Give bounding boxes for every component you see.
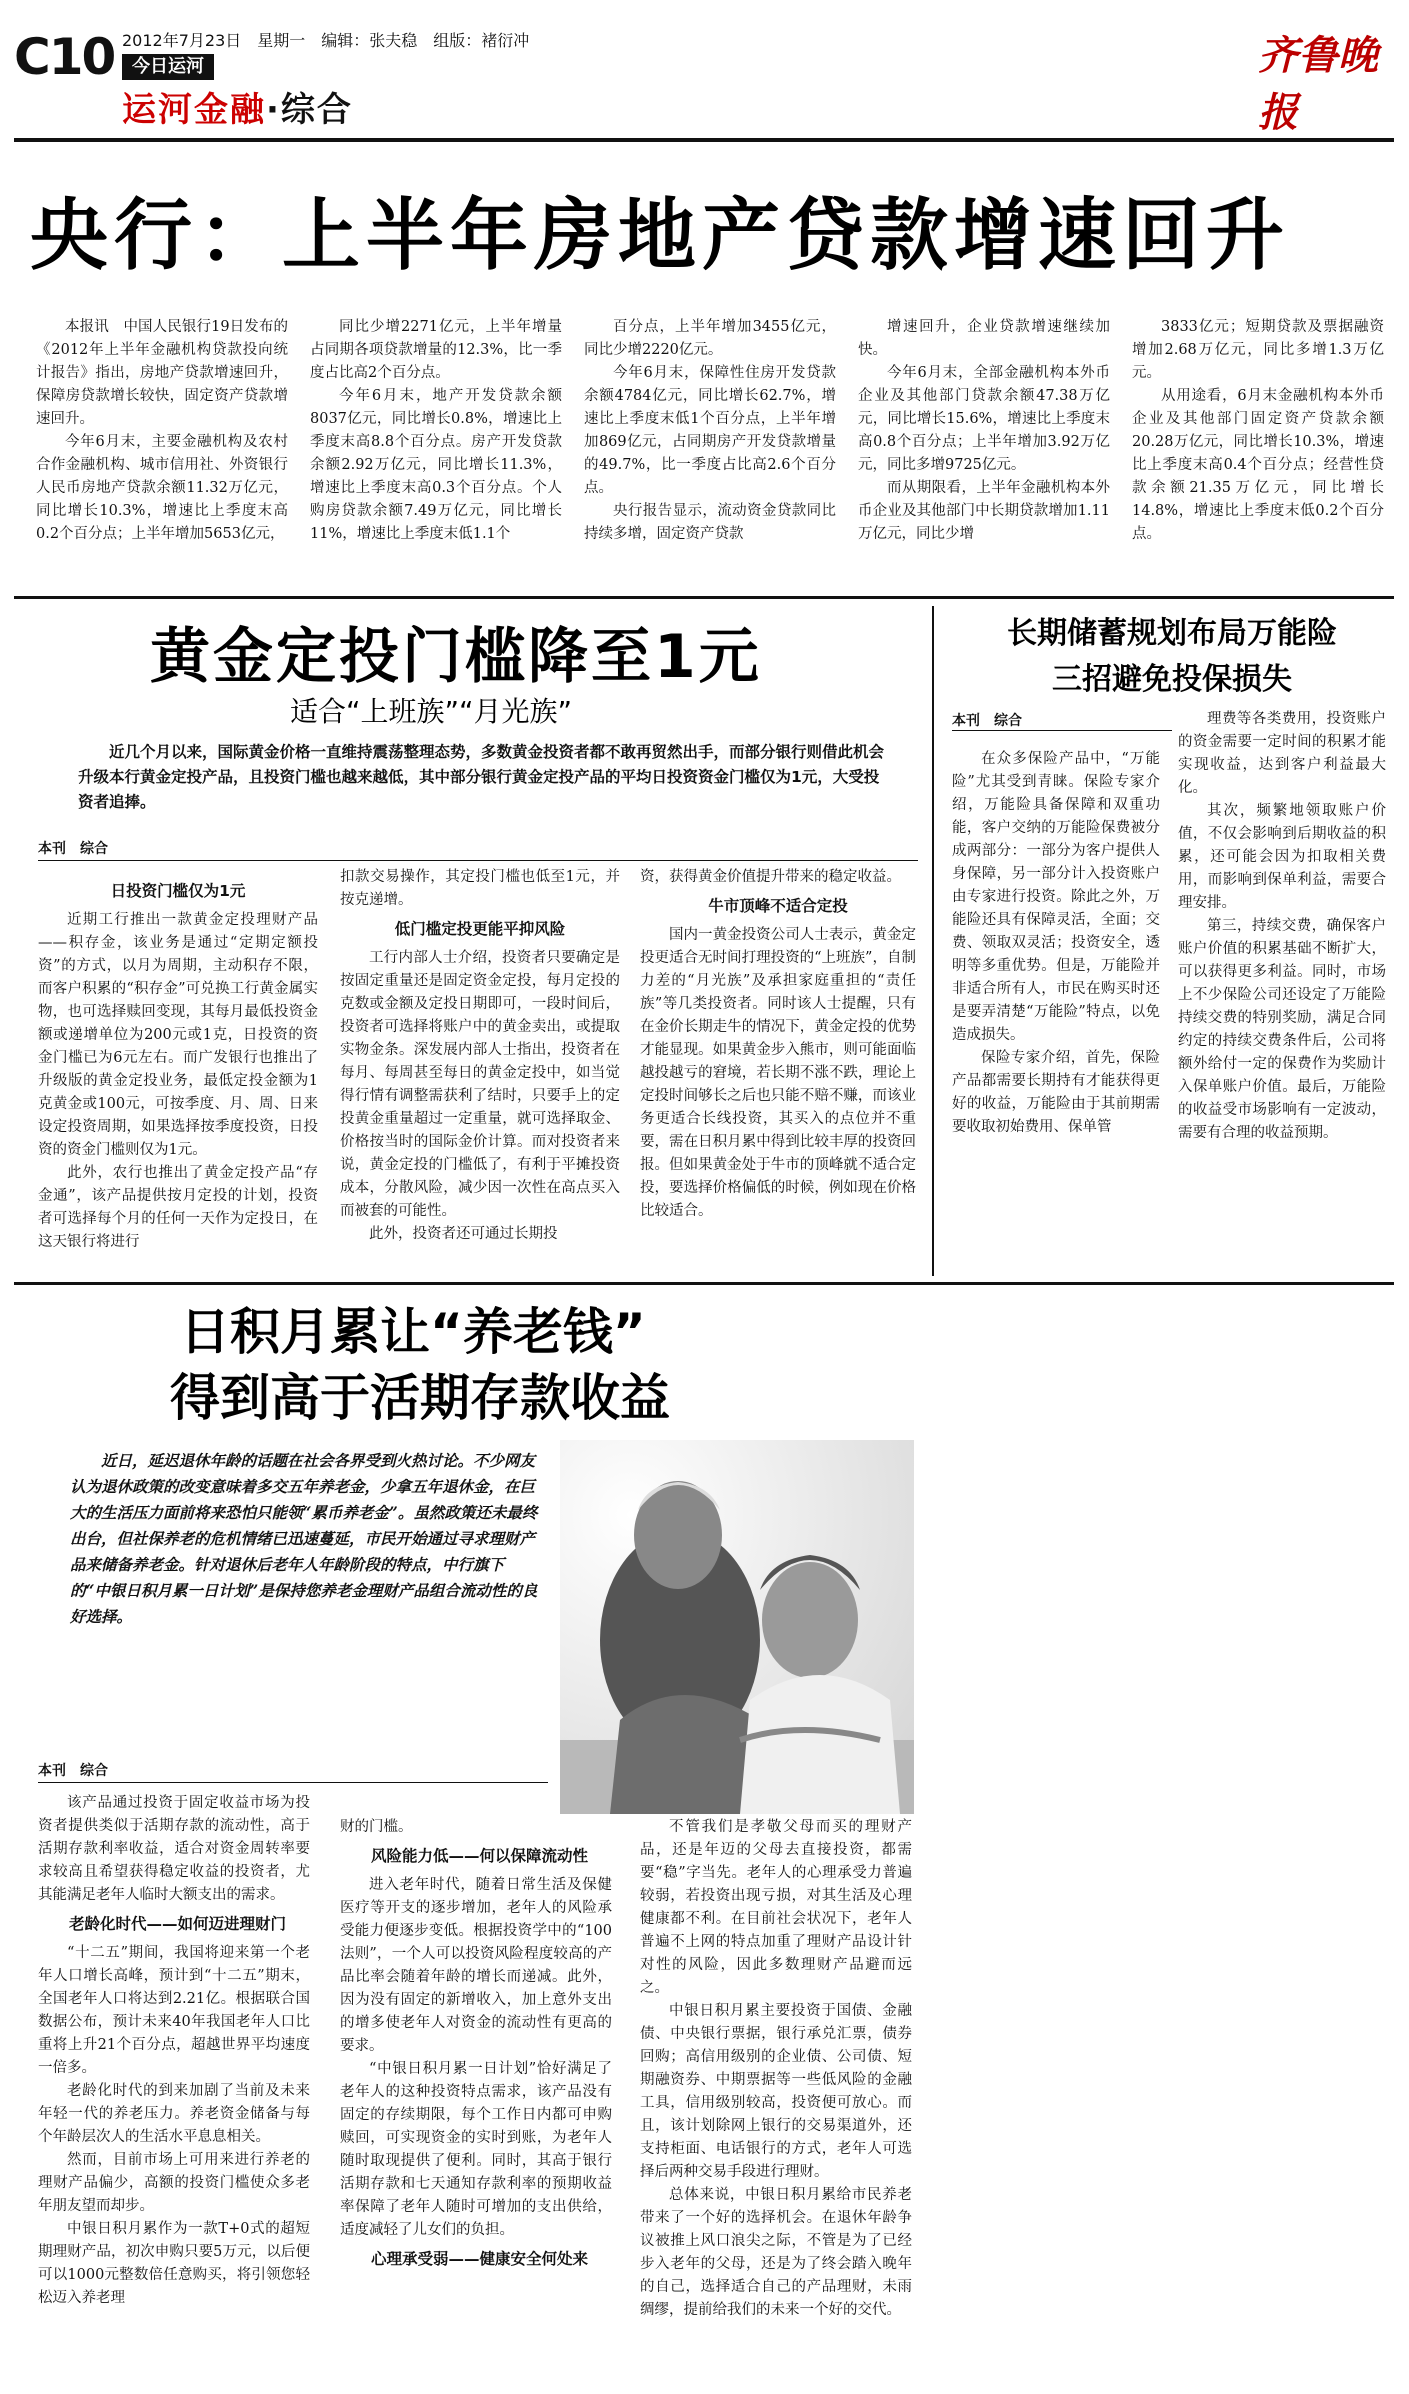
byline-rule <box>38 860 918 861</box>
headline-pension-line1: 日积月累让“养老钱” <box>180 1303 646 1361</box>
subheading: 老龄化时代——如何迈进理财门 <box>69 1915 287 1933</box>
paragraph: 财的门槛。 <box>340 1819 413 1835</box>
rubric-badge: 今日运河 <box>122 54 214 80</box>
paragraph: 今年6月末，地产开发贷款余额8037亿元，同比增长0.8%，增速比上季度末高8.8个百分点。房产开发贷款余额2.92万亿元，同比增长11.3%，增速比上季度末高0.3个百分点。个人购房贷款余额7.49万亿元，同比增长11%，增速比上季度末低1.1个 <box>310 388 562 542</box>
section-title-dot: · <box>266 90 281 130</box>
subheading: 牛市顶峰不适合定投 <box>708 897 848 915</box>
paragraph: 百分点，上半年增加3455亿元，同比少增2220亿元。 <box>584 319 836 358</box>
headline-pension-line2: 得到高于活期存款收益 <box>170 1369 670 1427</box>
article1-col-2 <box>310 316 562 546</box>
pension-col-3 <box>640 1816 912 2322</box>
subheading: 心理承受弱——健康安全何处来 <box>371 2250 589 2268</box>
section-divider <box>14 1282 1394 1285</box>
paragraph: 同比少增2271亿元，上半年增量占同期各项贷款增量的12.3%，比一季度占比高2个百分点。 <box>310 319 562 381</box>
newspaper-logo: 齐鲁晚报 <box>1258 32 1378 136</box>
elderly-couple-illustration <box>560 1440 914 1814</box>
gold-col-1 <box>38 874 318 1254</box>
article1-col-3 <box>584 316 836 546</box>
paragraph: 央行报告显示，流动资金贷款同比持续多增，固定资产贷款 <box>584 503 836 542</box>
paragraph: 总体来说，中银日积月累给市民养老带来了一个好的选择机会。在退休年龄争议被推上风口浪尖之际，不管是为了已经步入老年的父母，还是为了终会踏入晚年的自己，选择适合自己的产品理财，未雨绸缪，提前给我们的未来一个好的交代。 <box>640 2187 912 2318</box>
masthead-rule <box>14 138 1394 142</box>
paragraph: 今年6月末，主要金融机构及农村合作金融机构、城市信用社、外资银行人民币房地产贷款余额11.32万亿元，同比增长10.3%，增速比上季度末高0.2个百分点；上半年增加5653亿元， <box>36 434 288 542</box>
insurance-col-1 <box>952 748 1160 1139</box>
column-divider <box>932 606 934 1276</box>
section-title <box>122 82 353 131</box>
article1-col-4 <box>858 316 1110 546</box>
paragraph: 理费等各类费用，投资账户的资金需要一定时间的积累才能实现收益，达到客户利益最大化。 <box>1178 711 1386 796</box>
byline-rule <box>38 1782 548 1783</box>
paragraph: 扣款交易操作，其定投门槛也低至1元，并按克递增。 <box>340 869 620 908</box>
pension-byline: 本刊 综合 <box>38 1763 108 1779</box>
page-number: C10 <box>14 28 115 86</box>
subheading: 日投资门槛仅为1元 <box>110 882 246 900</box>
paragraph: 国内一黄金投资公司人士表示，黄金定投更适合无时间打理投资的“上班族”，自制力差的“月光族”及承担家庭重担的“责任族”等几类投资者。同时该人士提醒，只有在金价长期走牛的情况下，黄金定投的优势才能显现。如果黄金步入熊市，则可能面临越投越亏的窘境，若长期不涨不跌，理论上定投时间够长之后也只能不赔不赚，而该业务更适合长线投资，其买入的点位并不重要，需在日积月累中得到比较丰厚的投资回报。但如果黄金处于牛市的顶峰就不适合定投，要选择价格偏低的时候，例如现在价格比较适合。 <box>640 927 916 1219</box>
intro-text: 近日，延迟退休年龄的话题在社会各界受到火热讨论。不少网友认为退休政策的改变意味着多交五年养老金，少拿五年退休金，在巨大的生活压力面前将来恐怕只能领“累币养老金”。虽然政策还未最终出台，但社保养老的危机情绪已迅速蔓延，市民开始通过寻求理财产品来储备养老金。针对退休后老年人年龄阶段的特点，中行旗下的“中银日积月累一日计划”是保持您养老金理财产品组合流动性的良好选择。 <box>70 1451 538 1626</box>
paragraph: 工行内部人士介绍，投资者只要确定是按固定重量还是固定资金定投，每月定投的克数或金额及定投日期即可，一段时间后，投资者可选择将账户中的黄金卖出，或提取实物金条。深发展内部人士指出，投资者在每月、每周甚至每日的黄金定投中，如当觉得行情有调整需获利了结时，只要手上的定投黄金重量超过一定重量，就可选择取金、价格按当时的国际金价计算。而对投资者来说，黄金定投的门槛低了，有利于平摊投资成本，分散风险，减少因一次性在高点买入而被套的可能性。 <box>340 950 620 1219</box>
article1-col-5 <box>1132 316 1384 546</box>
paragraph: 本报讯 中国人民银行19日发布的《2012年上半年金融机构贷款投向统计报告》指出，房地产贷款增速回升，保障房贷款增长较快，固定资产贷款增速回升。 <box>36 319 288 427</box>
headline-insurance-line1: 长期储蓄规划布局万能险 <box>1007 616 1337 651</box>
subheading: 低门槛定投更能平抑风险 <box>394 920 566 938</box>
paragraph: 此外，投资者还可通过长期投 <box>369 1226 558 1242</box>
paragraph: 3833亿元；短期贷款及票据融资增加2.68万亿元，同比多增1.3万亿元。 <box>1132 319 1384 381</box>
issue-meta: 2012年7月23日 星期一 编辑：张夫稳 组版：褚衍冲 <box>122 31 530 50</box>
paragraph: 中银日积月累作为一款T+0式的超短期理财产品，初次申购只要5万元，以后便可以1000元整数倍任意购买，将引领您轻松迈入养老理 <box>38 2221 310 2306</box>
paragraph: 第三，持续交费，确保客户账户价值的积累基础不断扩大，可以获得更多利益。同时，市场上不少保险公司还设定了万能险持续交费的特别奖励，满足合同约定的持续交费条件后，公司将额外给付一定的保费作为奖励计入保单账户价值。最后，万能险的收益受市场影响有一定波动，需要有合理的收益预期。 <box>1178 918 1386 1141</box>
subhead-gold: 适合“上班族”“月光族” <box>290 695 573 728</box>
article1-col-1 <box>36 316 288 546</box>
section-title-b: 综合 <box>280 90 353 130</box>
insurance-byline: 本刊 综合 <box>952 713 1022 729</box>
gold-lede <box>78 740 890 815</box>
paragraph: 资，获得黄金价值提升带来的稳定收益。 <box>640 869 901 885</box>
section-divider <box>14 596 1394 599</box>
paragraph: 此外，农行也推出了黄金定投产品“存金通”，该产品提供按月定投的计划，投资者可选择每个月的任何一天作为定投日，在这天银行将进行 <box>38 1165 318 1250</box>
paragraph: 进入老年时代，随着日常生活及保健医疗等开支的逐步增加，老年人的风险承受能力便逐步变低。根据投资学中的“100法则”，一个人可以投资风险程度较高的产品比率会随着年龄的增长而递减。此外，因为没有固定的新增收入，加上意外支出的增多使老年人对资金的流动性有更高的要求。 <box>340 1877 612 2054</box>
byline-rule <box>952 730 1172 731</box>
paragraph: 而从期限看，上半年金融机构本外币企业及其他部门中长期贷款增加1.11万亿元，同比少增 <box>858 480 1110 542</box>
pension-intro <box>70 1448 540 1630</box>
paragraph: 不管我们是孝敬父母而买的理财产品，还是年迈的父母去直接投资，都需要“稳”字当先。老年人的心理承受力普遍较弱，若投资出现亏损，对其生活及心理健康都不利。在目前社会状况下，老年人普遍不上网的特点加重了理财产品设计针对性的风险，因此多数理财产品避而远之。 <box>640 1819 912 1996</box>
section-title-a: 运河金融 <box>122 90 266 130</box>
subheading: 风险能力低——何以保障流动性 <box>371 1847 589 1865</box>
paragraph: 从用途看，6月末金融机构本外币企业及其他部门固定资产贷款余额20.28万亿元，同比增长10.3%，增速比上季度末高0.4个百分点；经营性贷款余额21.35万亿元，同比增长14.8%，增速比上季度末低0.2个百分点。 <box>1132 388 1384 542</box>
paragraph: 老龄化时代的到来加剧了当前及未来年轻一代的养老压力。养老资金储备与每个年龄层次人的生活水平息息相关。 <box>38 2083 310 2145</box>
headline-pboc: 央行：上半年房地产贷款增速回升 <box>30 191 1291 281</box>
paragraph: 今年6月末，全部金融机构本外币企业及其他部门贷款余额47.38万亿元，同比增长15.6%，增速比上季度末高0.8个百分点；上半年增加3.92万亿元，同比多增9725亿元。 <box>858 365 1110 473</box>
pension-col-2 <box>340 1816 612 2277</box>
headline-gold: 黄金定投门槛降至1元 <box>150 622 762 692</box>
paragraph: 今年6月末，保障性住房开发贷款余额4784亿元，同比增长62.7%，增速比上季度末低1个百分点，上半年增加869亿元，占同期房产开发贷款增量的49.7%，比一季度占比高2.6个百分点。 <box>584 365 836 496</box>
paragraph: 近期工行推出一款黄金定投理财产品——积存金，该业务是通过“定期定额投资”的方式，以月为周期，主动积存不限，而客户积累的“积存金”可兑换工行黄金属实物，也可选择赎回变现，其每月最低投资金额或递增单位为200元或1克，日投资的资金门槛已为6元左右。而广发银行也推出了升级版的黄金定投业务，最低定投金额为1克黄金或100元，可按季度、月、周、日来设定投资周期，如果选择按季度投资，日投资的资金门槛则仅为1元。 <box>38 912 318 1158</box>
pension-col-1 <box>38 1792 310 2310</box>
gold-col-3 <box>640 866 916 1223</box>
lede-text: 近几个月以来，国际黄金价格一直维持震荡整理态势，多数黄金投资者都不敢再贸然出手，而部分银行则借此机会升级本行黄金定投产品，且投资门槛也越来越低，其中部分银行黄金定投产品的平均日投资资金门槛仅为1元，大受投资者追捧。 <box>78 743 885 811</box>
paragraph: 中银日积月累主要投资于国债、金融债、中央银行票据，银行承兑汇票，债券回购；高信用级别的企业债、公司债、短期融资券、中期票据等一些低风险的金融工具，信用级别较高，投资便可放心。而且，该计划除网上银行的交易渠道外，还支持柜面、电话银行的方式，老年人可选择后两种交易手段进行理财。 <box>640 2003 912 2180</box>
paragraph: 其次，频繁地领取账户价值，不仅会影响到后期收益的积累，还可能会因为扣取相关费用，而影响到保单利益，需要合理安排。 <box>1178 803 1386 911</box>
paragraph: 该产品通过投资于固定收益市场为投资者提供类似于活期存款的流动性，高于活期存款利率收益，适合对资金周转率要求较高且希望获得稳定收益的投资者，尤其能满足老年人临时大额支出的需求。 <box>38 1795 310 1903</box>
elderly-couple-photo <box>560 1440 914 1814</box>
paragraph: 增速回升，企业贷款增速继续加快。 <box>858 319 1110 358</box>
paragraph: 保险专家介绍，首先，保险产品都需要长期持有才能获得更好的收益，万能险由于其前期需要收取初始费用、保单管 <box>952 1050 1160 1135</box>
paragraph: 然而，目前市场上可用来进行养老的理财产品偏少，高额的投资门槛使众多老年朋友望而却步。 <box>38 2152 310 2214</box>
insurance-col-2 <box>1178 708 1386 1145</box>
paragraph: 在众多保险产品中，“万能险”尤其受到青睐。保险专家介绍，万能险具备保障和双重功能，客户交纳的万能险保费被分成两部分：一部分为客户提供人身保障，另一部分计入投资账户由专家进行投资。除此之外，万能险还具有保障灵活，全面；交费、领取双灵活；投资安全，透明等多重优势。但是，万能险并非适合所有人，市民在购买时还是要弄清楚“万能险”特点，以免造成损失。 <box>952 751 1160 1043</box>
gold-byline: 本刊 综合 <box>38 841 108 857</box>
paragraph: “中银日积月累一日计划”恰好满足了老年人的这种投资特点需求，该产品没有固定的存续期限，每个工作日内都可申购赎回，可实现资金的实时到账，为老年人随时取现提供了便利。同时，其高于银行活期存款和七天通知存款利率的预期收益率保障了老年人随时可增加的支出供给，适度减轻了儿女们的负担。 <box>340 2061 612 2238</box>
gold-col-2 <box>340 866 620 1246</box>
headline-insurance-line2: 三招避免投保损失 <box>1052 662 1292 697</box>
paragraph: “十二五”期间，我国将迎来第一个老年人口增长高峰，预计到“十二五”期末，全国老年人口将达到2.21亿。根据联合国数据公布，预计未来40年我国老年人口比重将上升21个百分点，超越世界平均速度一倍多。 <box>38 1945 310 2076</box>
